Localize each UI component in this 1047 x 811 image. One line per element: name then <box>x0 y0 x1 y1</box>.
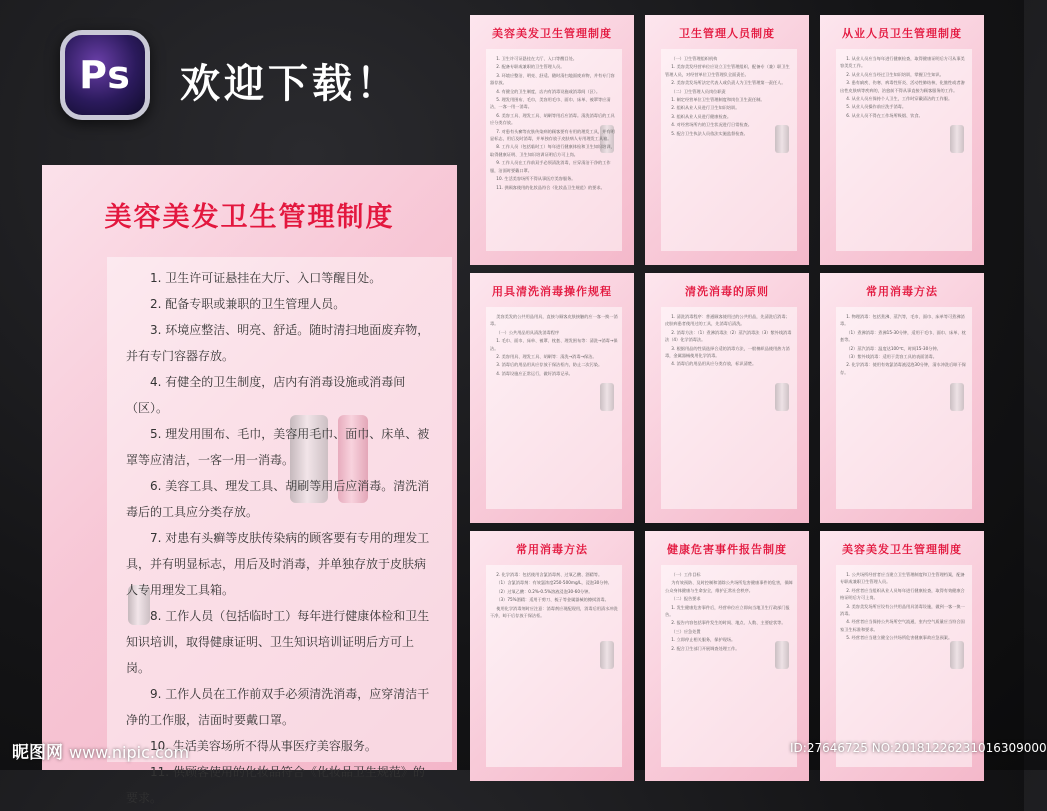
poster-paragraph: 4. 消毒设施应正常运行，做好消毒记录。 <box>496 370 573 376</box>
poster-thumbnail <box>645 15 809 265</box>
poster-paragraph: 10. 生活美容场所不得从事医疗美容服务。 <box>496 176 576 182</box>
list-item: 4. 有健全的卫生制度，店内有消毒设施或消毒间（区）。 <box>126 375 406 415</box>
poster-thumbnail <box>470 273 634 523</box>
poster-thumbnail <box>820 273 984 523</box>
main-poster <box>42 165 457 805</box>
poster-paragraph: 3. 组织从业人员进行健康检查。 <box>671 113 732 119</box>
list-item: 6. 美容工具、理发工具、胡刷等用后应消毒。清洗消毒后的工具应分类存放。 <box>126 479 430 519</box>
poster-paragraph: 11. 供顾客使用的化妆品符合《化妆品卫生规范》的要求。 <box>496 184 605 190</box>
poster-title: 美容美发卫生管理制度 <box>842 543 962 556</box>
poster-paragraph: 1. 美容美发经营单位应设立卫生管理组织，配备专（兼）职卫生管理人员，对经营单位卫生管理负全面责任。 <box>665 64 790 77</box>
poster-paragraph: （1）煮沸消毒：煮沸15-30分钟，适用于毛巾、面巾、床单、枕套等。 <box>840 329 966 343</box>
poster-paragraph: 3. 消毒后的用品用具应存放于保洁柜内，防止二次污染。 <box>496 362 603 368</box>
main-poster-title: 美容美发卫生管理制度 <box>104 202 395 233</box>
list-item: 1. 卫生许可证悬挂在大厅、入口等醒目处。 <box>150 271 382 285</box>
poster-paragraph: 2. 消毒方法：（1）煮沸消毒法（2）蒸汽消毒法（3）紫外线消毒法（4）化学消毒法。 <box>665 329 792 343</box>
poster-paragraph: 为有效预防、及时控制和消除公共场所危害健康事件的危害，保障公众身体健康与生命安全，维护正常社会秩序。 <box>665 580 793 593</box>
poster-paragraph: 使用化学消毒剂时应注意：消毒剂应现配现用，消毒后用清水冲洗干净，晾干后存放于保洁柜。 <box>490 605 618 619</box>
poster-paragraph: （三）应急处置 <box>671 628 701 634</box>
poster-paragraph: 5. 理发用围布、毛巾，美容用毛巾、面巾、床单、被罩等应清洁，一客一用一消毒。 <box>490 97 611 110</box>
poster-title: 美容美发卫生管理制度 <box>492 27 612 40</box>
poster-thumbnail <box>470 15 634 265</box>
poster-paragraph: 1. 物理消毒：包括煮沸、蒸汽等，毛巾、面巾、床单等可煮沸消毒。 <box>840 314 965 327</box>
main-poster-list <box>126 265 436 811</box>
poster-paragraph: 1. 公共场所经营者应当建立卫生管理制度和卫生管理档案，配备专职或兼职卫生管理人员。 <box>840 572 965 585</box>
poster-body <box>665 571 793 763</box>
poster-paragraph: 3. 美容美发场所应设有公共用品用具消毒设施，做到一客一换一消毒。 <box>840 603 965 617</box>
poster-paragraph: （3）75%酒精：适用于剪刀、梳子等金属器械的擦拭消毒。 <box>496 597 609 603</box>
poster-title: 从业人员卫生管理制度 <box>842 27 962 40</box>
poster-paragraph: 9. 工作人员在工作前双手必须清洗消毒，应穿清洁干净的工作服，洁面时要戴口罩。 <box>490 160 611 173</box>
poster-paragraph: 6. 从业人员不得在工作场所吸烟、饮食。 <box>846 112 923 118</box>
poster-paragraph: 5. 配合卫生执法人员依法实施监督检查。 <box>671 130 748 136</box>
poster-paragraph: 6. 美容工具、理发工具、胡刷等用后应消毒。清洗消毒后的工具应分类存放。 <box>490 112 615 126</box>
poster-paragraph: （二）卫生管理人员岗位职责 <box>671 88 726 94</box>
site-watermark <box>12 738 189 763</box>
poster-thumbnail <box>470 531 634 781</box>
poster-paragraph: 5. 经营者应当建立健全公共场所危害健康事故应急预案。 <box>846 635 953 641</box>
poster-paragraph: 2. 配备专职或兼职的卫生管理人员。 <box>496 64 565 70</box>
welcome-heading: 欢迎下载！ <box>180 61 400 107</box>
poster-paragraph: 8. 工作人员（包括临时工）每年进行健康体检和卫生知识培训，取得健康证明、卫生知识培训证明后方可上岗。 <box>490 144 615 157</box>
poster-paragraph: 2. 经营者应当组织从业人员每年进行健康检查，取得有效健康合格证明后方可上岗。 <box>840 587 965 601</box>
poster-paragraph: 2. 组织从业人员进行卫生知识培训。 <box>671 105 740 111</box>
poster-paragraph: 4. 消毒后的用品用具应分类存放，标识清楚。 <box>671 361 757 367</box>
poster-paragraph: （2）过氧乙酸：0.2%-0.5%溶液浸泡30-60分钟。 <box>496 588 593 594</box>
poster-body <box>490 55 618 247</box>
poster-paragraph: 1. 发生健康危害事件后，经营单位应立即向当地卫生行政部门报告。 <box>665 604 790 618</box>
poster-body <box>665 55 793 247</box>
poster-title: 卫生管理人员制度 <box>679 27 775 40</box>
poster-paragraph: 2. 美容用具、理发工具、胡刷等：清洗→消毒→保洁。 <box>496 354 597 360</box>
poster-paragraph: 7. 对患有头癣等皮肤传染病的顾客要有专用的理发工具，并有明显标志，用后及时消毒，并单独存放于皮肤病人专用理发工具箱。 <box>490 128 615 142</box>
poster-paragraph: 2. 从业人员应当经过卫生知识培训，掌握卫生知识。 <box>846 71 944 77</box>
poster-body <box>665 313 793 505</box>
poster-title: 常用消毒方法 <box>866 285 938 298</box>
photoshop-logo-icon <box>60 30 150 120</box>
poster-paragraph: （3）紫外线消毒：适用于美容工具的表面消毒。 <box>846 354 937 360</box>
poster-thumbnail <box>820 15 984 265</box>
poster-paragraph: 4. 对经营场所内的卫生状况进行日常检查。 <box>671 122 752 128</box>
list-item: 3. 环境应整洁、明亮、舒适。随时清扫地面废弃物，并有专门容器存放。 <box>126 323 430 363</box>
poster-paragraph: （一）公共用品用具清洗消毒程序 <box>496 329 560 335</box>
poster-paragraph: 1. 立即停止相关服务，保护现场。 <box>671 637 736 643</box>
poster-paragraph: 4. 经营者应当保持公共场所空气流通，室内空气质量应当符合国家卫生标准和要求。 <box>840 619 965 632</box>
image-id-watermark: ID:27646725 NO:20181226231016309000 <box>790 741 1047 755</box>
list-item: 2. 配备专职或兼职的卫生管理人员。 <box>150 297 346 311</box>
poster-paragraph: 3. 患有痢疾、伤寒、病毒性肝炎、活动性肺结核、化脓性或者渗出性皮肤病等疾病的，治愈前不得从事直接为顾客服务的工作。 <box>840 80 965 93</box>
poster-title: 清洗消毒的原则 <box>685 285 769 298</box>
poster-paragraph: 1. 制定经营单位卫生管理制度和岗位卫生责任制。 <box>671 97 765 103</box>
poster-body <box>840 571 968 763</box>
poster-paragraph: 2. 化学消毒：使用有效氯消毒液浸泡30分钟，清水冲洗后晾干保存。 <box>840 362 966 375</box>
poster-body <box>840 313 968 505</box>
list-item: 8. 工作人员（包括临时工）每年进行健康体检和卫生知识培训，取得健康证明、卫生知识培训证明后方可上岗。 <box>126 609 430 675</box>
poster-thumbnail <box>645 273 809 523</box>
poster-paragraph: （二）报告要求 <box>671 596 701 602</box>
list-item: 7. 对患有头癣等皮肤传染病的顾客要有专用的理发工具，并有明显标志，用后及时消毒，并单独存放于皮肤病人专用理发工具箱。 <box>126 531 430 597</box>
poster-paragraph: 4. 从业人员应保持个人卫生，工作时穿戴清洁的工作服。 <box>846 96 953 102</box>
logo-text: Ps <box>79 53 131 97</box>
poster-title: 常用消毒方法 <box>516 543 588 556</box>
poster-paragraph: 5. 从业人员操作前应洗手消毒。 <box>846 104 907 110</box>
site-url: www.nipic.com <box>69 743 190 762</box>
poster-paragraph: 2. 美容美发场所法定代表人或负责人为卫生管理第一责任人。 <box>671 80 786 86</box>
poster-paragraph: 美容美发的公共用品用具，直接与顾客皮肤接触的应一客一换一消毒。 <box>490 314 618 327</box>
poster-thumbnail <box>645 531 809 781</box>
poster-paragraph: 2. 报告内容包括事件发生的时间、地点、人数、主要症状等。 <box>671 620 786 626</box>
poster-paragraph: 4. 有健全的卫生制度，店内有消毒设施或消毒间（区）。 <box>496 88 601 94</box>
poster-paragraph: （一）卫生管理组织机构 <box>671 56 718 61</box>
poster-paragraph: （一）工作目标 <box>671 572 701 577</box>
poster-paragraph: （2）蒸汽消毒：温度达100℃，时间15-30分钟。 <box>846 345 941 351</box>
poster-paragraph: 2. 配合卫生部门开展调查处理工作。 <box>671 645 740 651</box>
site-name: 昵图网 <box>12 743 63 763</box>
poster-body <box>490 571 618 763</box>
poster-paragraph: 1. 清洗消毒程序：普通顾客使用过的公共用品，先清洗后消毒；皮肤病患者使用过的工具，先消毒后清洗。 <box>665 314 790 327</box>
poster-body <box>840 55 968 247</box>
poster-paragraph: 3. 根据用品的性质选择合适的消毒方法，一般棉织品使用热力消毒，金属器械使用化学消毒。 <box>665 345 790 359</box>
list-item: 9. 工作人员在工作前双手必须清洗消毒，应穿清洁干净的工作服，洁面时要戴口罩。 <box>126 687 430 727</box>
poster-paragraph: 1. 从业人员应当每年进行健康检查，取得健康证明后方可从事美容美发工作。 <box>840 56 965 69</box>
poster-paragraph: 1. 毛巾、面巾、床单、被罩、枕套、理发围布等：清洗→消毒→保洁。 <box>490 338 618 351</box>
poster-paragraph: 3. 环境应整洁、明亮、舒适。随时清扫地面废弃物，并有专门容器存放。 <box>490 72 615 86</box>
poster-paragraph: 1. 卫生许可证悬挂在大厅、入口等醒目处。 <box>496 56 577 61</box>
list-item: 5. 理发用围布、毛巾，美容用毛巾、面巾、床单、被罩等应清洁，一客一用一消毒。 <box>126 427 430 467</box>
poster-title: 健康危害事件报告制度 <box>667 543 787 556</box>
poster-paragraph: 2. 化学消毒：包括使用含氯消毒剂、过氧乙酸、酒精等。 <box>496 572 603 577</box>
poster-paragraph: （1）含氯消毒剂：有效氯浓度250-500mg/L，浸泡30分钟。 <box>496 580 612 586</box>
poster-body <box>490 313 618 505</box>
list-item: 10. 生活美容场所不得从事医疗美容服务。 <box>150 739 377 753</box>
poster-title: 用具清洗消毒操作规程 <box>492 285 612 298</box>
list-item: 11. 供顾客使用的化妆品符合《化妆品卫生规范》的要求。 <box>126 765 425 805</box>
